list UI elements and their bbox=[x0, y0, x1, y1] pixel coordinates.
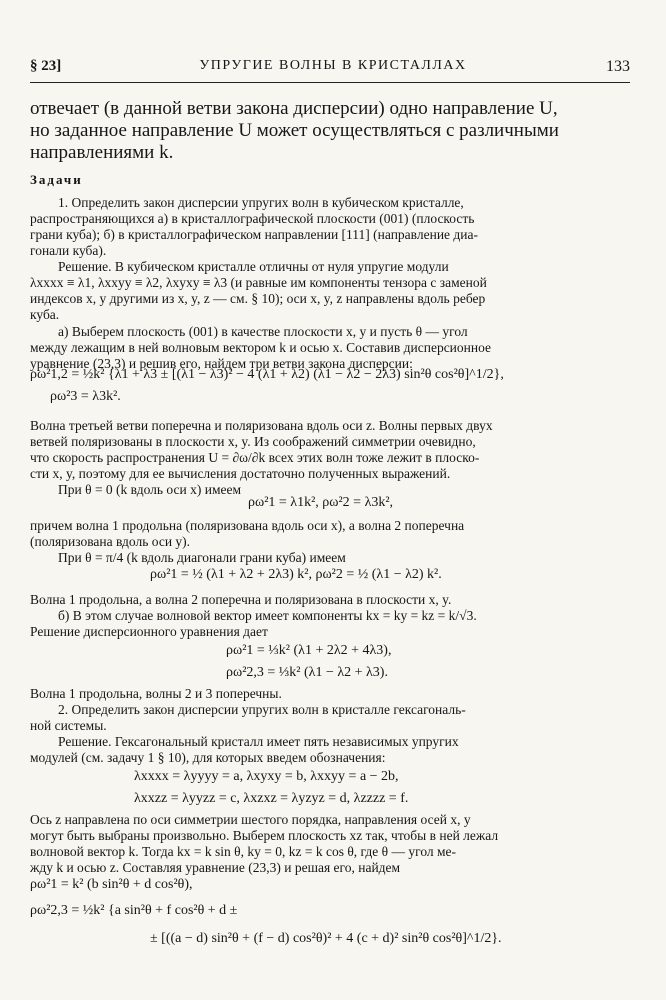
equation: ρω²1 = ⅓k² (λ1 + 2λ2 + 4λ3), bbox=[226, 643, 392, 658]
text-line: При θ = 0 (k вдоль оси x) имеем bbox=[58, 482, 242, 497]
text-line: индексов x, y другими из x, y, z — см. § 10); оси x, y, z направлены вдоль ребер bbox=[30, 291, 486, 306]
text-line: сти x, y, поэтому для ее вычисления достаточно полученных выражений. bbox=[30, 466, 451, 481]
solution-line: Решение. Гексагональный кристалл имеет пять независимых упругих bbox=[58, 734, 459, 749]
equation: ρω²1 = ½ (λ1 + λ2 + 2λ3) k², ρω²2 = ½ (λ1 − λ2) k². bbox=[150, 567, 442, 582]
text-line: а) Выберем плоскость (001) в качестве плоскости x, y и пусть θ — угол bbox=[58, 324, 468, 339]
text-line: могут быть выбраны произвольно. Выберем плоскость xz так, чтобы в ней лежал bbox=[30, 828, 499, 843]
equation: ρω²1 = λ1k², ρω²2 = λ3k², bbox=[248, 495, 394, 510]
text-line: Ось z направлена по оси симметрии шестого порядка, направления осей x, y bbox=[30, 812, 471, 827]
text-line: что скорость распространения U = ∂ω/∂k всех этих волн тоже лежит в плоско- bbox=[30, 450, 480, 465]
intro-line: но заданное направление U может осуществляться с различными bbox=[30, 120, 559, 141]
text-line: гонали куба). bbox=[30, 243, 107, 258]
text-line: 2. Определить закон дисперсии упругих волн в кристалле гексагональ- bbox=[58, 702, 466, 717]
text-line: волновой вектор k. Тогда kx = k sin θ, ky = 0, kz = k cos θ, где θ — угол ме- bbox=[30, 844, 457, 859]
text-line: 1. Определить закон дисперсии упругих волн в кубическом кристалле, bbox=[58, 195, 464, 210]
solution-line: Решение. В кубическом кристалле отличны от нуля упругие модули bbox=[58, 259, 449, 274]
equation: λxxxx = λyyyy = a, λxyxy = b, λxxyy = a − 2b, bbox=[134, 769, 399, 784]
text-line: распространяющихся а) в кристаллографической плоскости (001) (плоскость bbox=[30, 211, 475, 226]
text-line: (поляризована вдоль оси y). bbox=[30, 534, 191, 549]
header-rule bbox=[30, 82, 630, 83]
page-number: 133 bbox=[606, 58, 630, 75]
text-line: Волна 1 продольна, волны 2 и 3 поперечны. bbox=[30, 686, 282, 701]
section-reference: § 23] bbox=[30, 58, 62, 74]
intro-line: отвечает (в данной ветви закона дисперсии) одно направление U, bbox=[30, 98, 558, 119]
text-line: λxxxx ≡ λ1, λxxyy ≡ λ2, λxyxy ≡ λ3 (и равные им компоненты тензора с заменой bbox=[30, 275, 487, 290]
text-line: Волна 1 продольна, а волна 2 поперечна и поляризована в плоскости x, y. bbox=[30, 592, 452, 607]
section-heading: Задачи bbox=[30, 172, 83, 187]
text-line: куба. bbox=[30, 307, 60, 322]
equation: λxxzz = λyyzz = c, λxzxz = λyzyz = d, λzzzz = f. bbox=[134, 791, 409, 806]
text-line: жду k и осью z. Составляя уравнение (23,3) и решая его, найдем bbox=[30, 860, 401, 875]
text-line: грани куба); б) в кристаллографическом направлении [111] (направление диа- bbox=[30, 227, 478, 242]
equation: ± [((a − d) sin²θ + (f − d) cos²θ)² + 4 (c + d)² sin²θ cos²θ]^1/2}. bbox=[150, 931, 502, 946]
text-line: ветвей поляризованы в плоскости x, y. Из соображений симметрии очевидно, bbox=[30, 434, 476, 449]
equation: ρω²1,2 = ½k² {λ1 + λ3 ± [(λ1 − λ3)² − 4 (λ1 + λ2) (λ1 − λ2 − 2λ3) sin²θ cos²θ]^1/2}, bbox=[30, 367, 504, 382]
text-line: При θ = π/4 (k вдоль диагонали грани куба) имеем bbox=[58, 550, 346, 565]
text-line: между лежащим в ней волновым вектором k и осью x. Составив дисперсионное bbox=[30, 340, 492, 355]
text-line: б) В этом случае волновой вектор имеет компоненты kx = ky = kz = k/√3. bbox=[58, 608, 477, 623]
equation: ρω²3 = λ3k². bbox=[50, 389, 121, 404]
equation: ρω²1 = k² (b sin²θ + d cos²θ), bbox=[30, 877, 193, 892]
text-line: ной системы. bbox=[30, 718, 107, 733]
text-line: Решение дисперсионного уравнения дает bbox=[30, 624, 268, 639]
equation: ρω²2,3 = ⅓k² (λ1 − λ2 + λ3). bbox=[226, 665, 388, 680]
intro-line: направлениями k. bbox=[30, 142, 174, 163]
running-title: УПРУГИЕ ВОЛНЫ В КРИСТАЛЛАХ bbox=[199, 58, 467, 73]
equation: ρω²2,3 = ½k² {a sin²θ + f cos²θ + d ± bbox=[30, 903, 238, 918]
text-line: модулей (см. задачу 1 § 10), для которых введем обозначения: bbox=[30, 750, 386, 765]
text-line: причем волна 1 продольна (поляризована вдоль оси x), а волна 2 поперечна bbox=[30, 518, 465, 533]
text-line: Волна третьей ветви поперечна и поляризована вдоль оси z. Волны первых двух bbox=[30, 418, 493, 433]
text-line: уравнение (23,3) и решив его, найдем три ветви закона дисперсии: bbox=[30, 356, 413, 371]
